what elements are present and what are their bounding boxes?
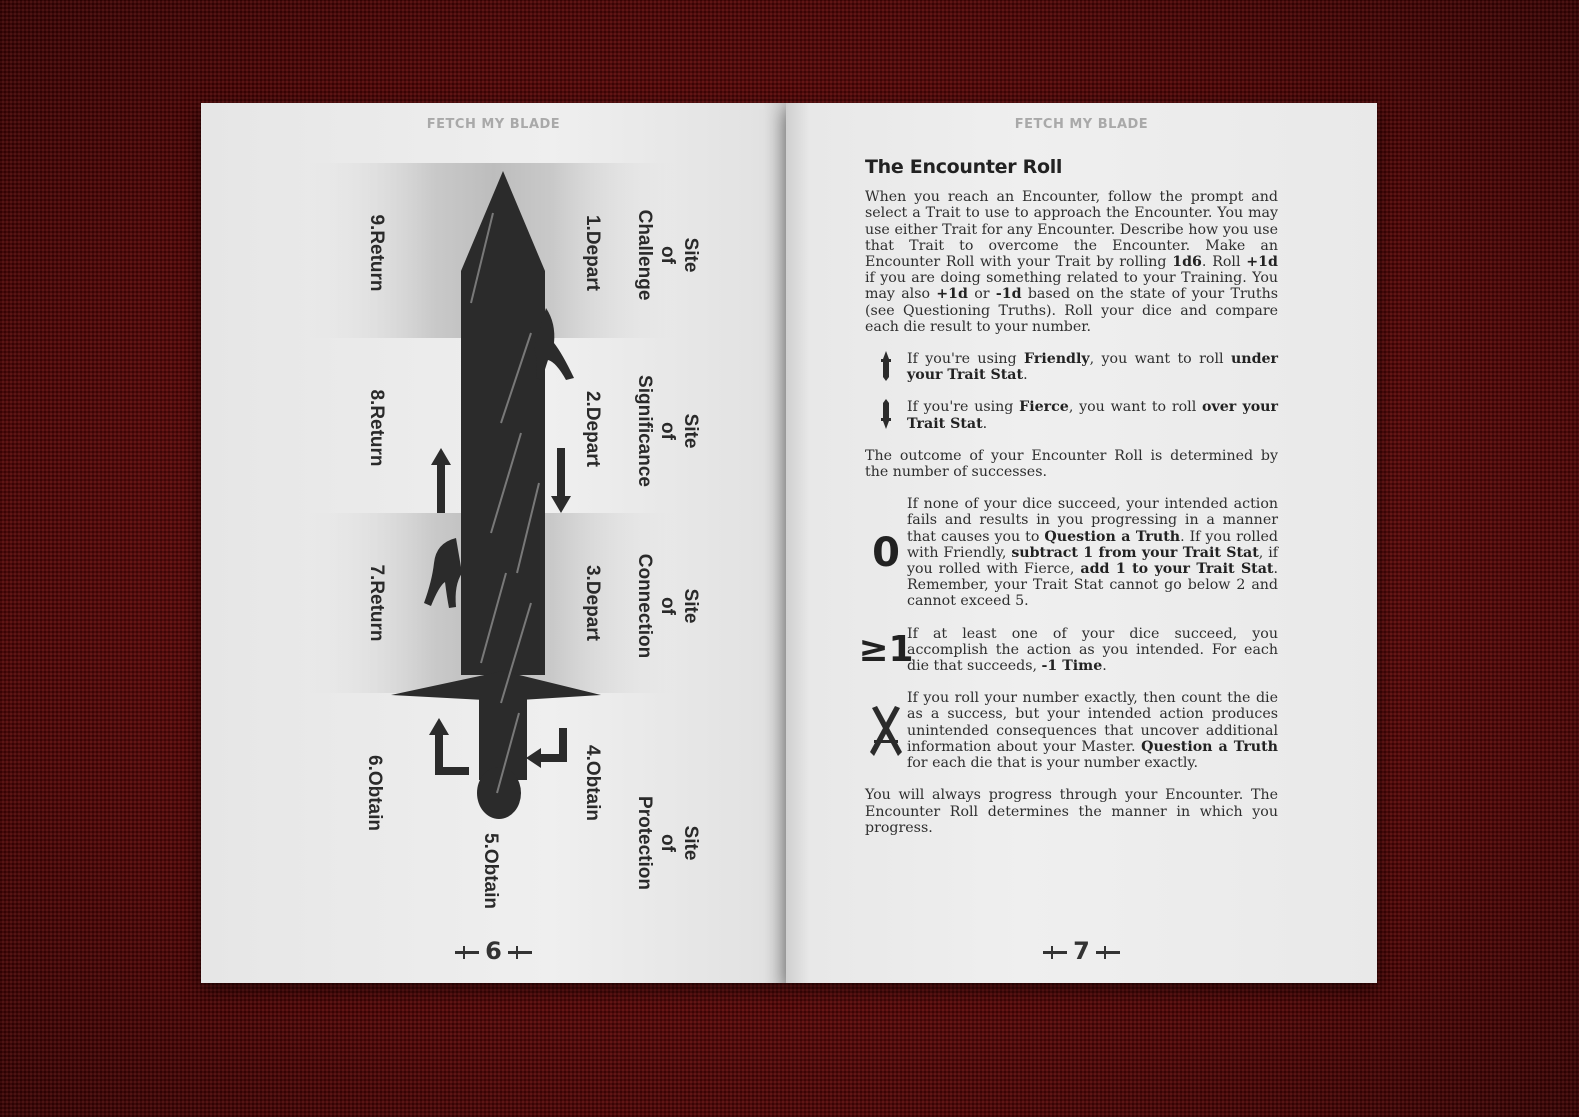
dagger-down-icon [865,399,907,429]
obtain-turn-right-arrow-icon [526,728,563,768]
outcome-intro: The outcome of your Encounter Roll is determined by the number of successes. [865,447,1278,481]
crossed-swords-icon [865,706,907,756]
page-number: 7 [786,937,1377,965]
one-success-rule [858,625,1278,675]
obtain-label-4: 4.Obtain [582,744,603,822]
depart-label-1: 1.Depart [582,214,603,292]
obtain-label-6: 6.Obtain [364,754,385,832]
zero-symbol: 0 [872,529,900,576]
return-label-9: 9.Return [366,214,387,292]
depart-arrow-icon [551,448,571,513]
friendly-rule [865,351,1278,383]
running-header: FETCH MY BLADE [426,117,561,132]
return-label-7: 7.Return [366,564,387,642]
dash-ornament-icon [455,951,479,954]
fierce-rule [865,399,1278,431]
one-text: If at least one of your dice succeed, you accomplish the action as you intended. For each die that succeeds, -1 Time. [907,625,1278,675]
site-label-challenge: SiteofChallenge [634,209,701,301]
right-page [786,103,1377,983]
depart-label-3: 3.Depart [582,564,603,642]
journey-diagram [201,103,786,983]
intro-paragraph: When you reach an Encounter, follow the prompt and select a Trait to use to approach the Encounter. You may use either Trait for any Encounter. Describe how you use that Trait to overcome the Encounter. Make an Encounter Roll with your Trait by rolling 1d6. Roll +1d if you are doing something related to your Training. You may also +1d or -1d based on the state of your Truths (see Questioning Truths). Roll your dice and compare each die result to your number. [865,189,1278,335]
dagger-up-icon [865,351,907,381]
return-arrow-icon [431,448,451,513]
zero-success-rule [865,496,1278,609]
section-title: The Encounter Roll [865,156,1063,178]
running-header: FETCH MY BLADE [1014,117,1149,132]
page-content [858,156,1279,852]
dash-ornament-icon [508,951,532,954]
depart-label-2: 2.Depart [582,390,603,468]
return-label-8: 8.Return [366,389,387,467]
dash-ornament-icon [1096,951,1120,954]
exact-text: If you roll your number exactly, then count the die as a success, but your intended action produces unintended consequences that uncover additional information about your Master. Question a Truth for each die that is your number exactly. [907,690,1278,772]
obtain-turn-left-arrow-icon [429,718,469,771]
one-symbol: ≥1 [858,628,914,670]
exact-rule [865,690,1278,771]
fierce-text: If you're using Fierce, you want to roll over your Trait Stat. [907,399,1278,432]
obtain-label-5: 5.Obtain [480,832,501,910]
site-label-protection: SiteofProtection [634,796,701,890]
friendly-text: If you're using Friendly, you want to roll under your Trait Stat. [907,351,1278,384]
left-page [201,103,786,983]
site-label-connection: SiteofConnection [634,553,701,659]
site-label-significance: SiteofSignificance [634,375,701,487]
dash-ornament-icon [1043,951,1067,954]
page-number: 6 [201,937,786,965]
closing-paragraph: You will always progress through your Encounter. The Encounter Roll determines the manner in which you progress. [865,787,1278,836]
zero-text: If none of your dice succeed, your intended action fails and results in you progressing in a manner that causes you to Question a Truth. If you rolled with Friendly, subtract 1 from your Trait Stat, if you rolled with Fierce, add 1 to your Trait Stat. Remember, your Trait Stat cannot go below 2 and cannot exceed 5. [907,496,1279,610]
